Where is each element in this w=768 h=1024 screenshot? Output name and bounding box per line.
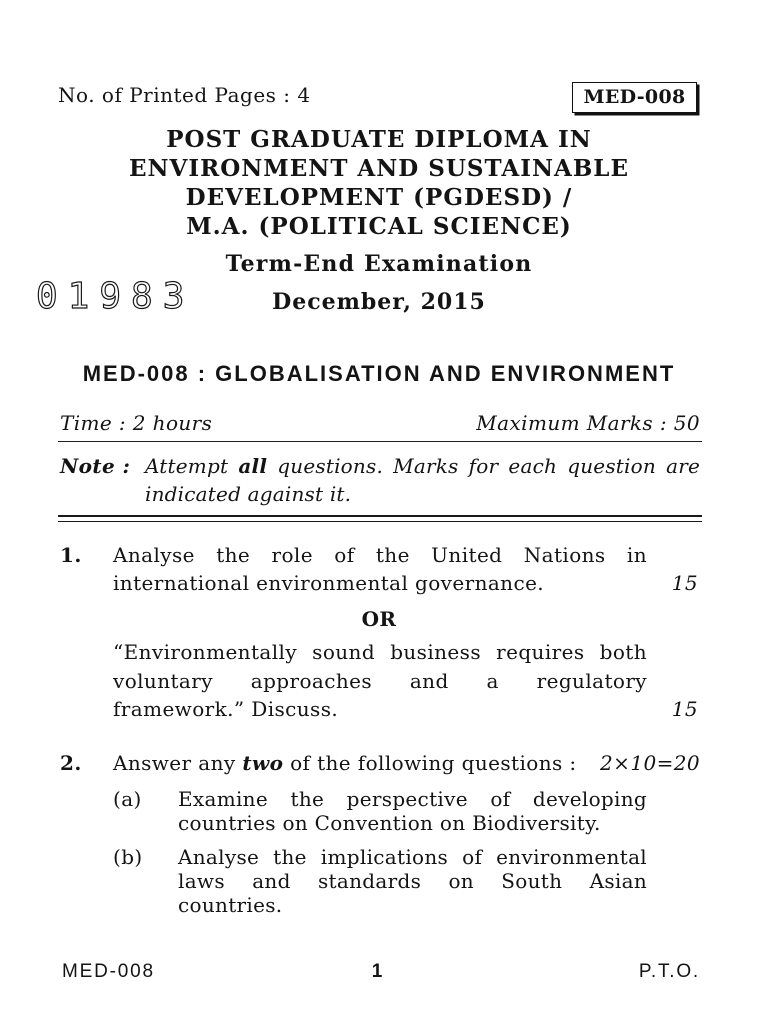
programme-title-line: M.A. (POLITICAL SCIENCE): [186, 213, 572, 240]
question-marks: 15: [671, 571, 698, 595]
subquestion-text-line: countries.: [178, 893, 283, 917]
or-separator: OR: [361, 607, 397, 631]
instruction-text: Answer any: [113, 751, 243, 775]
instruction-emphasis: two: [242, 751, 284, 775]
programme-title: [0, 125, 758, 241]
subquestion-text-line: laws and standards on South Asian: [178, 869, 647, 893]
instruction-text: of the following questions :: [283, 751, 577, 775]
question-text-line: international environmental governance.: [113, 571, 545, 595]
note-text-line: indicated against it.: [145, 482, 352, 506]
programme-title-line: DEVELOPMENT (PGDESD) /: [185, 184, 573, 211]
footer-paper-code: MED-008: [62, 961, 155, 982]
programme-title-line: ENVIRONMENT AND SUSTAINABLE: [128, 155, 630, 182]
question-text-line: “Environmentally sound business requires both: [113, 640, 647, 664]
exam-date: December, 2015: [272, 289, 486, 315]
subquestion-text-line: countries on Convention on Biodiversity.: [178, 811, 601, 835]
note-text: Attempt: [145, 454, 239, 478]
programme-title-line: POST GRADUATE DIPLOMA IN: [166, 126, 592, 153]
note-double-divider: [58, 515, 702, 522]
course-title: MED-008 : GLOBALISATION AND ENVIRONMENT: [82, 361, 676, 386]
note-emphasis: all: [238, 454, 268, 478]
question-number: 1.: [60, 543, 82, 567]
question-instruction: [113, 751, 577, 775]
footer-pto: P.T.O.: [638, 961, 700, 982]
exam-name: Term-End Examination: [225, 251, 533, 277]
note-text-line: [145, 454, 700, 478]
time-allowed: Time : 2 hours: [60, 411, 213, 435]
question-number: 2.: [60, 751, 82, 775]
subquestion-text-line: Analyse the implications of environmental: [178, 845, 647, 869]
subquestion-label: (b): [113, 845, 143, 869]
question-marks: 2×10=20: [600, 751, 700, 775]
serial-number-stamp: 01983: [36, 276, 195, 317]
footer-page-number: 1: [371, 961, 383, 982]
question-marks: 15: [671, 697, 698, 721]
subquestion-text-line: Examine the perspective of developing: [178, 787, 647, 811]
question-text-line: framework.” Discuss.: [113, 697, 339, 721]
note-label: Note :: [60, 454, 131, 478]
maximum-marks: Maximum Marks : 50: [476, 411, 700, 435]
question-text-line: Analyse the role of the United Nations in: [113, 543, 647, 567]
paper-code-box: MED-008: [572, 82, 697, 113]
subquestion-label: (a): [113, 787, 142, 811]
header-divider: [58, 441, 702, 442]
question-text-line: voluntary approaches and a regulatory: [113, 669, 647, 693]
note-text: questions. Marks for each question are: [267, 454, 701, 478]
printed-pages-count: No. of Printed Pages : 4: [58, 83, 311, 107]
